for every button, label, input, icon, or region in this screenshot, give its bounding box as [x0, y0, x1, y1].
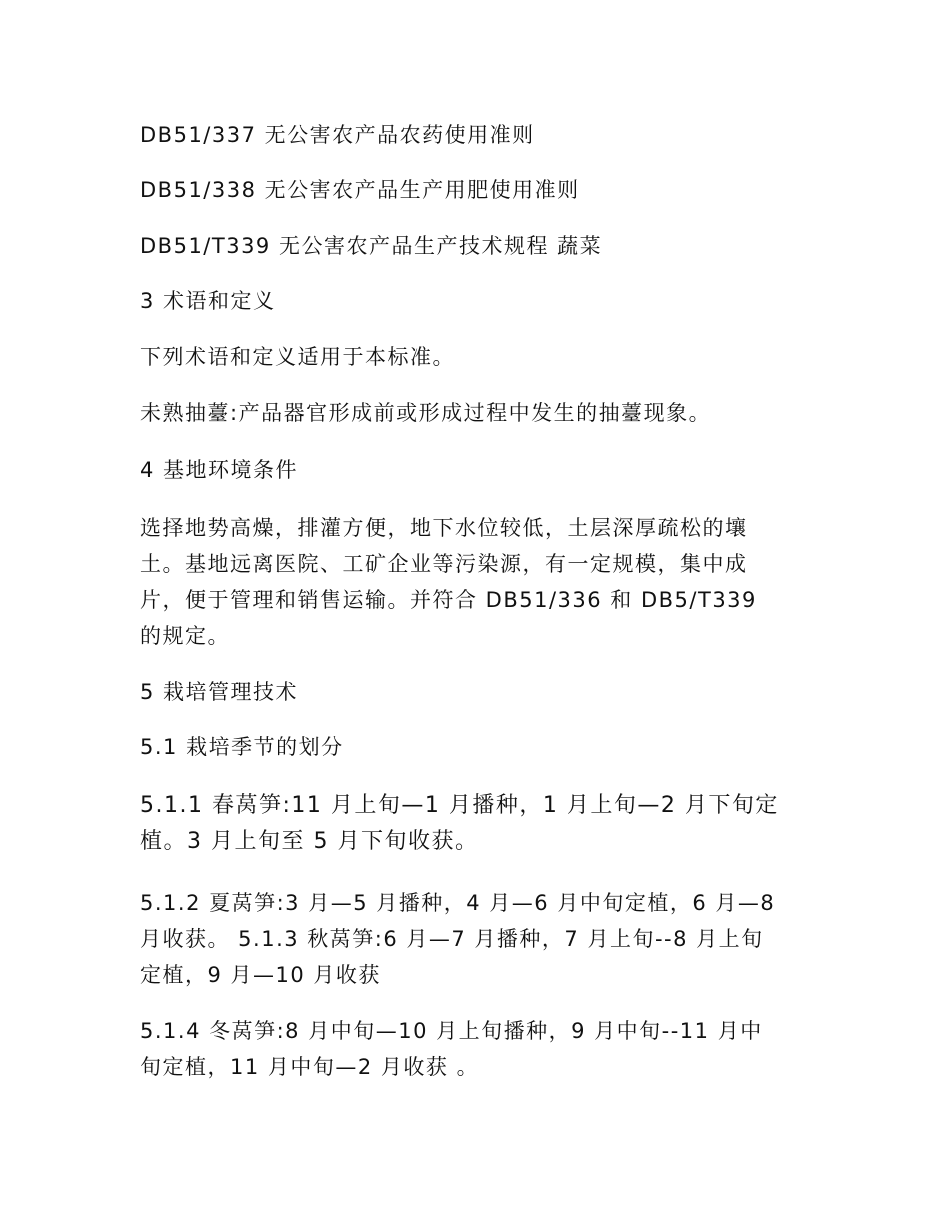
winter-lettuce-paragraph [140, 1013, 810, 1085]
summer-autumn-lettuce-paragraph [140, 885, 810, 993]
site-line-3: 片，便于管理和销售运输。并符合 DB51/336 和 DB5/T339 [140, 588, 757, 612]
spring-line-2: 植。3 月上旬至 5 月下旬收获。 [140, 829, 479, 854]
spring-lettuce-paragraph [140, 788, 810, 860]
summer-line-1: 5.1.2 夏莴笋:3 月—5 月播种，4 月—6 月中旬定植，6 月—8 [140, 891, 776, 915]
spring-line-1: 5.1.1 春莴笋:11 月上旬—1 月播种，1 月上旬—2 月下旬定 [140, 793, 779, 818]
definitions-intro: 下列术语和定义适用于本标准。 [140, 345, 455, 369]
site-line-1: 选择地势高燥，排灌方便，地下水位较低，土层深厚疏松的壤 [140, 516, 748, 540]
summer-line-3: 定植，9 月—10 月收获 [140, 963, 381, 987]
section-3-heading: 3 术语和定义 [140, 289, 276, 313]
winter-line-1: 5.1.4 冬莴笋:8 月中旬—10 月上旬播种，9 月中旬--11 月中 [140, 1019, 763, 1043]
reference-standard-vegetable: DB51/T339 无公害农产品生产技术规程 蔬菜 [140, 234, 603, 258]
summer-line-2: 月收获。 5.1.3 秋莴笋:6 月—7 月播种，7 月上旬--8 月上旬 [140, 927, 764, 951]
site-conditions-paragraph [140, 510, 810, 654]
site-line-2: 土。基地远离医院、工矿企业等污染源，有一定规模，集中成 [140, 552, 748, 576]
section-5-1-heading: 5.1 栽培季节的划分 [140, 735, 344, 759]
reference-standard-pesticide: DB51/337 无公害农产品农药使用准则 [140, 123, 535, 147]
section-5-heading: 5 栽培管理技术 [140, 680, 299, 704]
winter-line-2: 旬定植，11 月中旬—2 月收获 。 [140, 1055, 480, 1079]
section-4-heading: 4 基地环境条件 [140, 458, 299, 482]
site-line-4: 的规定。 [140, 624, 230, 648]
definition-bolting: 未熟抽薹:产品器官形成前或形成过程中发生的抽薹现象。 [140, 401, 712, 425]
reference-standard-fertilizer: DB51/338 无公害农产品生产用肥使用准则 [140, 178, 580, 202]
